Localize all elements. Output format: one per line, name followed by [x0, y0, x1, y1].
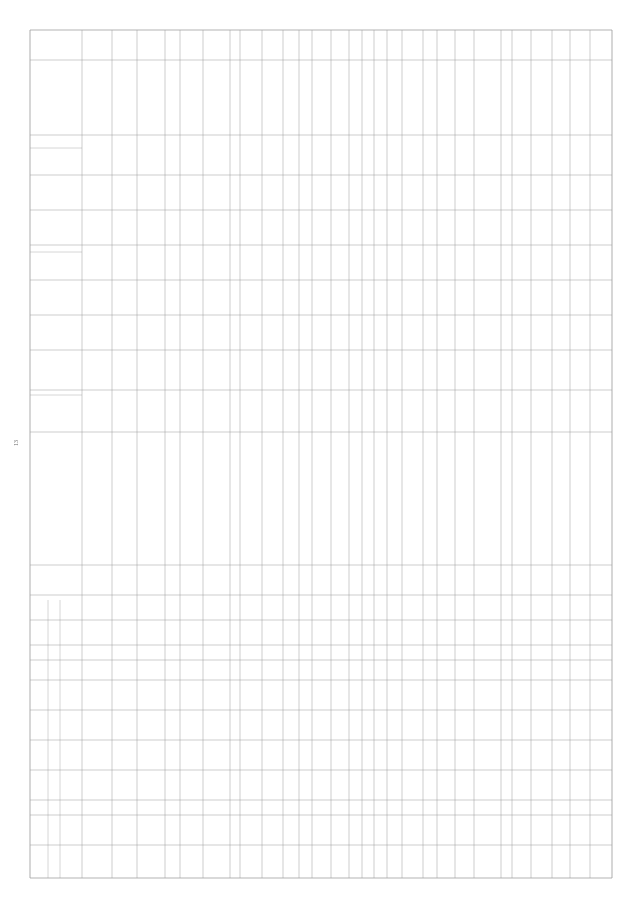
page-number: 13 — [14, 440, 20, 446]
